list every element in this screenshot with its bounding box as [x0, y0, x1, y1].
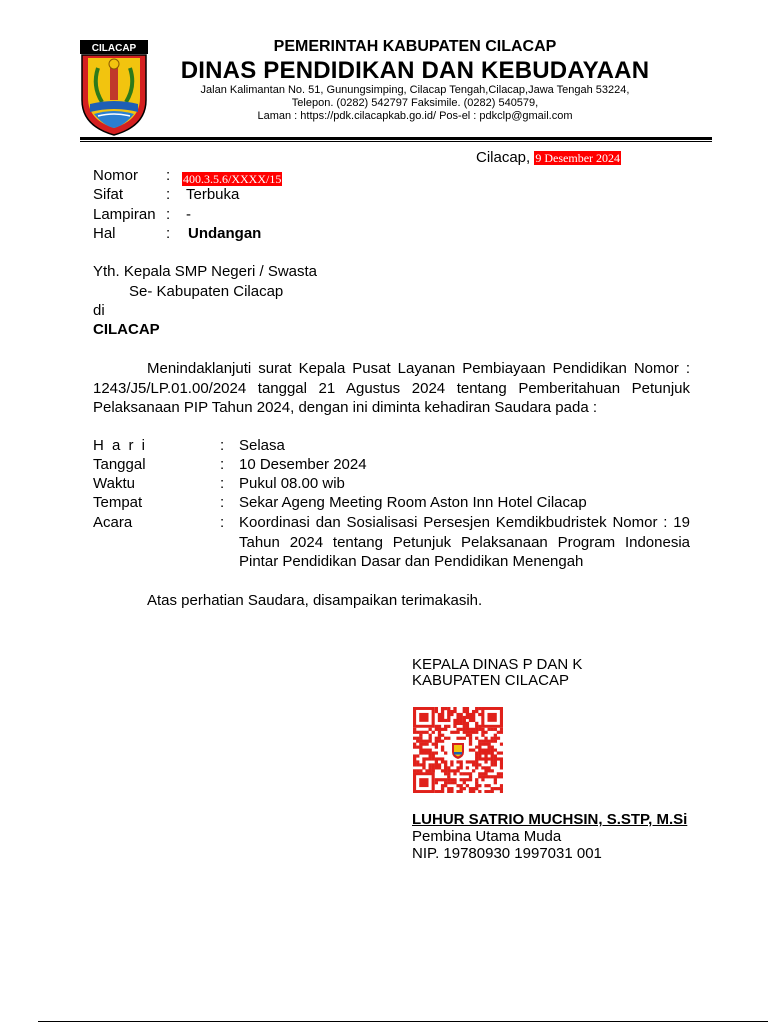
meta-sifat-sep: : [166, 186, 171, 203]
signer-nip: NIP. 19780930 1997031 001 [412, 845, 602, 862]
detail-waktu-sep: : [220, 475, 225, 492]
meta-hal-sep: : [166, 225, 171, 242]
meta-nomor-value: 400.3.5.6/XXXX/15 [183, 172, 282, 186]
signer-rank: Pembina Utama Muda [412, 828, 562, 845]
page-bottom-rule [38, 1021, 768, 1022]
meta-lampiran-value: - [186, 206, 191, 223]
cilacap-emblem-logo [80, 40, 148, 136]
detail-tempat-label: Tempat [93, 494, 143, 511]
government-name: PEMERINTAH KABUPATEN CILACAP [273, 38, 557, 55]
meta-sifat-label: Sifat [93, 186, 124, 203]
recipient-line1: Yth. Kepala SMP Negeri / Swasta [93, 263, 318, 280]
detail-hari-label: H a r i [93, 437, 148, 454]
detail-hari-value: Selasa [239, 437, 285, 454]
recipient-city: CILACAP [93, 321, 160, 338]
signer-name: LUHUR SATRIO MUCHSIN, S.STP, M.Si [412, 811, 688, 828]
signer-title-2: KABUPATEN CILACAP [412, 672, 569, 689]
detail-acara-value: Koordinasi dan Sosialisasi Persesjen Kemdikbudristek Nomor : 19 Tahun 2024 tentang Petunjuk Pelaksanaan Program Indonesia Pintar Pendidikan Dasar dan Pendidikan Menengah [239, 514, 690, 570]
phone-line: Telepon. (0282) 542797 Faksimile. (0282) 540579, [291, 97, 539, 109]
date-value: 9 Desember 2024 [535, 151, 621, 165]
meta-lampiran-sep: : [166, 206, 171, 223]
recipient-line2: Se- Kabupaten Cilacap [129, 283, 284, 300]
detail-acara-label: Acara [93, 514, 133, 531]
letterhead-rule-thin [80, 141, 712, 142]
detail-hari-sep: : [220, 437, 225, 454]
qr-code-signature [413, 707, 503, 793]
detail-tempat-sep: : [220, 494, 225, 511]
logo-text: CILACAP [91, 43, 137, 54]
meta-nomor-sep: : [166, 167, 171, 184]
detail-tanggal-label: Tanggal [93, 456, 146, 473]
letter-date [476, 149, 621, 166]
agency-name: DINAS PENDIDIKAN DAN KEBUDAYAAN [180, 57, 650, 84]
address-line: Jalan Kalimantan No. 51, Gunungsimping, Cilacap Tengah,Cilacap,Jawa Tengah 53224, [200, 84, 630, 96]
recipient-line3: di [93, 302, 105, 319]
date-place: Cilacap, [476, 149, 531, 166]
detail-tempat-value: Sekar Ageng Meeting Room Aston Inn Hotel Cilacap [239, 494, 587, 511]
meta-hal-label: Hal [93, 225, 116, 242]
letterhead-rule-thick [80, 137, 712, 140]
detail-waktu-value: Pukul 08.00 wib [239, 475, 345, 492]
meta-hal-value: Undangan [188, 225, 262, 242]
meta-sifat-value: Terbuka [186, 186, 240, 203]
signer-title-1: KEPALA DINAS P DAN K [412, 656, 583, 673]
closing-sentence: Atas perhatian Saudara, disampaikan terimakasih. [147, 592, 483, 609]
detail-acara-sep: : [220, 514, 225, 531]
detail-waktu-label: Waktu [93, 475, 135, 492]
meta-nomor-label: Nomor [93, 167, 139, 184]
detail-tanggal-sep: : [220, 456, 225, 473]
body-paragraph: Menindaklanjuti surat Kepala Pusat Layanan Pembiayaan Pendidikan Nomor : 1243/J5/LP.01.00/2024 tanggal 21 Agustus 2024 tentang Pemberitahuan Petunjuk Pelaksanaan PIP Tahun 2024, dengan ini diminta kehadiran Saudara pada : [93, 360, 690, 416]
detail-tanggal-value: 10 Desember 2024 [239, 456, 367, 473]
web-email-line: Laman : https://pdk.cilacapkab.go.id/ Pos-el : pdkclp@gmail.com [257, 110, 573, 122]
meta-lampiran-label: Lampiran [93, 206, 156, 223]
